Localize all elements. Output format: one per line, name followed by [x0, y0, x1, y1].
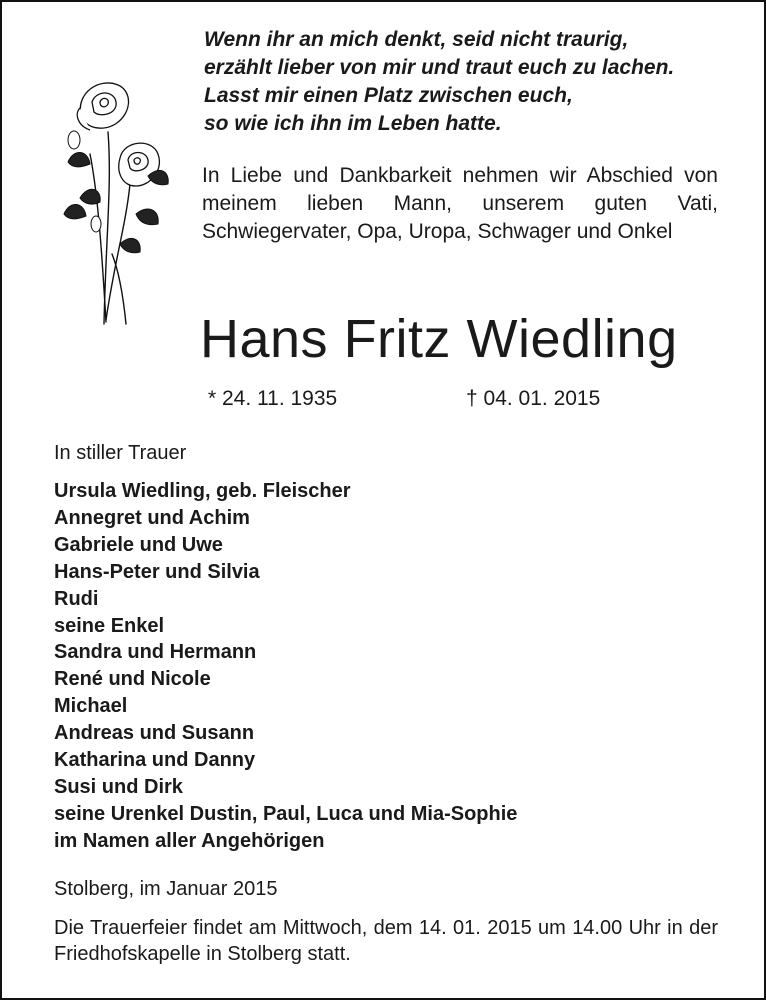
mourner-line: Gabriele und Uwe: [54, 533, 223, 556]
mourner-line: Andreas und Susann: [54, 722, 255, 745]
quote-line: so wie ich ihn im Leben hatte.: [204, 112, 502, 135]
memorial-quote: [204, 26, 724, 138]
funeral-info: Die Trauerfeier findet am Mittwoch, dem 14. 01. 2015 um 14.00 Uhr in der Friedhofskapelle in Stolberg statt.: [54, 917, 718, 965]
quote-line: Wenn ihr an mich denkt, seid nicht traurig,: [204, 28, 629, 51]
mourner-line: René und Nicole: [54, 668, 211, 691]
death-date: † 04. 01. 2015: [466, 387, 601, 410]
birth-date: * 24. 11. 1935: [208, 387, 338, 410]
farewell-intro: In Liebe und Dankbarkeit nehmen wir Abschied von meinem lieben Mann, unserem guten Vati, Schwiegervater, Opa, Uropa, Schwager und Onkel: [202, 164, 718, 243]
mourner-line: Ursula Wiedling, geb. Fleischer: [54, 480, 351, 502]
mourner-line: Katharina und Danny: [54, 749, 256, 772]
place-and-date: Stolberg, im Januar 2015: [54, 878, 278, 900]
mourners-list: [54, 478, 517, 855]
mourner-line: Michael: [54, 695, 128, 718]
mourning-heading: In stiller Trauer: [54, 442, 187, 464]
quote-line: Lasst mir einen Platz zwischen euch,: [204, 84, 573, 107]
mourner-line: Rudi: [54, 587, 99, 610]
rose-illustration: [60, 74, 180, 326]
mourner-line: Susi und Dirk: [54, 775, 183, 798]
mourner-line: im Namen aller Angehörigen: [54, 829, 325, 852]
mourner-line: Hans-Peter und Silvia: [54, 560, 260, 583]
mourner-line: seine Enkel: [54, 614, 165, 637]
mourner-line: Annegret und Achim: [54, 506, 250, 529]
mourner-line: Sandra und Hermann: [54, 641, 257, 664]
mourner-line: seine Urenkel Dustin, Paul, Luca und Mia-Sophie: [54, 802, 518, 825]
quote-line: erzählt lieber von mir und traut euch zu lachen.: [204, 56, 675, 79]
deceased-name: Hans Fritz Wiedling: [200, 309, 678, 369]
